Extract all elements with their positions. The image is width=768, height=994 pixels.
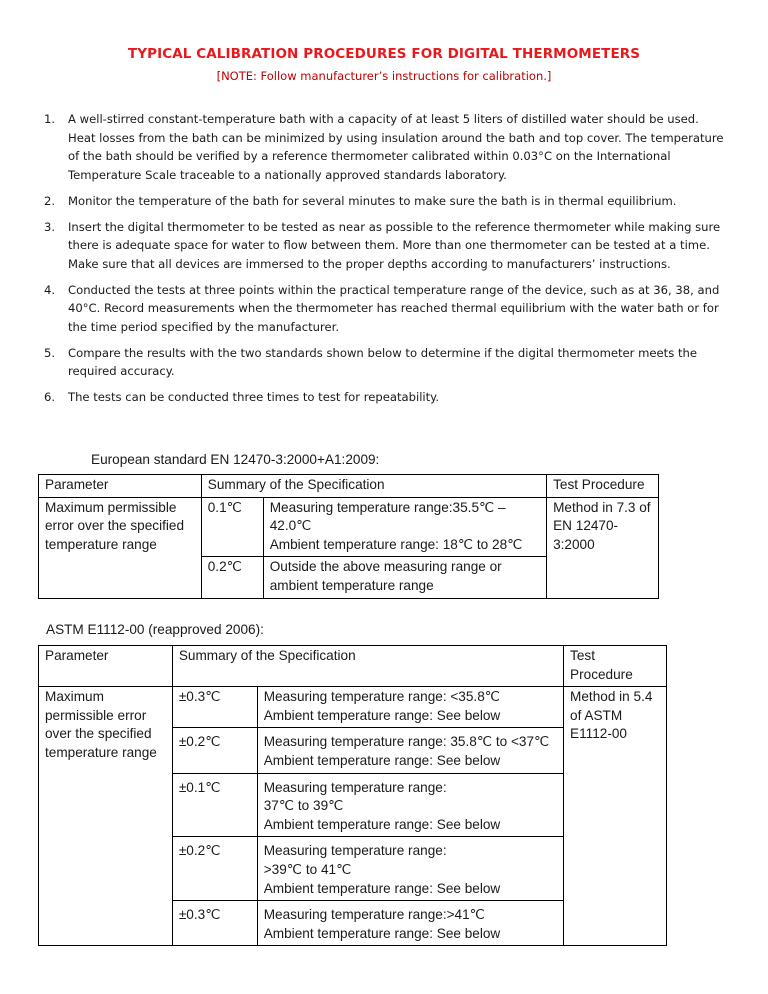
- tolerance-cell: 0.1℃: [201, 497, 263, 557]
- header-procedure: Test Procedure: [547, 475, 659, 498]
- note-text: [NOTE: Follow manufacturer’s instructions for calibration.]: [216, 69, 552, 83]
- procedure-list: [36, 110, 726, 414]
- spec-cell: [257, 837, 563, 901]
- tolerance-cell: ±0.3℃: [172, 687, 257, 728]
- spec-line: Ambient temperature range: 18℃ to 28℃: [269, 536, 523, 552]
- step-text: Conducted the tests at three points within the practical temperature range of the device, such as at 36, 38, and 40°C. Record measurements when the thermometer has reached thermal equilibrium with the water bath or for the time period specified by the manufacturer.: [68, 282, 720, 335]
- spec-line: ambient temperature range: [269, 577, 434, 593]
- astm-spec-table: [38, 645, 667, 946]
- list-item: 1. A well-stirred constant-temperature bath with a capacity of at least 5 liters of distilled water should be used. Heat losses from the bath can be minimized by using insulation around the bath and top cover. The temperature of the bath should be verified by a reference thermometer calibrated within 0.03°C on the International Temperature Scale traceable to a nationally approved standards laboratory.: [44, 112, 724, 183]
- parameter-cell: Maximum permissible error over the specified temperature range: [39, 687, 173, 946]
- spec-cell: [257, 687, 563, 728]
- eu-table-caption: European standard EN 12470-3:2000+A1:2009:: [91, 452, 380, 467]
- spec-line: 37℃ to 39℃: [263, 798, 344, 814]
- spec-line: Outside the above measuring range or: [269, 559, 502, 575]
- tolerance-cell: ±0.2℃: [172, 837, 257, 901]
- spec-line: Measuring temperature range:>41℃: [263, 907, 485, 923]
- parameter-cell: Maximum permissible error over the specified temperature range: [39, 497, 202, 598]
- list-item: 6. The tests can be conducted three times to test for repeatability.: [44, 390, 440, 405]
- spec-line: Measuring temperature range:35.5℃ –: [269, 499, 506, 515]
- spec-line: Ambient temperature range: See below: [263, 707, 501, 723]
- table-row: [39, 687, 667, 728]
- list-item: 3. Insert the digital thermometer to be tested as near as possible to the reference thermometer while making sure there is adequate space for water to flow between them. More than one thermometer can be tested at a time. Make sure that all devices are immersed to the proper depths according to manufacturers’ instructions.: [44, 219, 721, 271]
- step-text: Monitor the temperature of the bath for several minutes to make sure the bath is in thermal equilibrium.: [68, 193, 677, 208]
- header-summary: Summary of the Specification: [172, 646, 563, 687]
- spec-line: >39℃ to 41℃: [263, 861, 352, 877]
- header-procedure: Test Procedure: [564, 646, 667, 687]
- tolerance-cell: ±0.2℃: [172, 728, 257, 773]
- spec-line: 42.0℃: [269, 518, 312, 534]
- header-summary: Summary of the Specification: [201, 475, 546, 498]
- spec-cell: [257, 728, 563, 773]
- spec-line: Measuring temperature range:: [263, 843, 447, 859]
- procedure-cell: Method in 5.4 of ASTM E1112-00: [564, 687, 667, 946]
- spec-line: Ambient temperature range: See below: [263, 816, 501, 832]
- spec-cell: [263, 497, 546, 557]
- spec-line: Ambient temperature range: See below: [263, 880, 501, 896]
- table-header-row: [39, 475, 659, 498]
- tolerance-cell: ±0.3℃: [172, 901, 257, 946]
- step-text: The tests can be conducted three times to test for repeatability.: [68, 390, 440, 405]
- tolerance-cell: ±0.1℃: [172, 773, 257, 837]
- astm-table-caption: ASTM E1112-00 (reapproved 2006):: [46, 622, 264, 637]
- table-row: [39, 497, 659, 557]
- list-item: 2. Monitor the temperature of the bath for several minutes to make sure the bath is in thermal equilibrium.: [44, 193, 677, 208]
- step-text: Insert the digital thermometer to be tested as near as possible to the reference thermometer while making sure there is adequate space for water to flow between them. More than one thermometer can be tested at a time. Make sure that all devices are immersed to the proper depths according to manufacturers’ instructions.: [68, 219, 721, 271]
- step-text: A well-stirred constant-temperature bath with a capacity of at least 5 liters of distilled water should be used. Heat losses from the bath can be minimized by using insulation around the bath and top cover. The temperature of the bath should be verified by a reference thermometer calibrated within 0.03°C on the International Temperature Scale traceable to a nationally approved standards laboratory.: [68, 112, 724, 183]
- spec-cell: [257, 773, 563, 837]
- procedure-cell: Method in 7.3 of EN 12470-3:2000: [547, 497, 659, 598]
- spec-line: Measuring temperature range:: [263, 779, 447, 795]
- list-item: 4. Conducted the tests at three points within the practical temperature range of the device, such as at 36, 38, and 40°C. Record measurements when the thermometer has reached thermal equilibrium with the water bath or for the time period specified by the manufacturer.: [44, 282, 720, 335]
- table-header-row: [39, 646, 667, 687]
- step-text: Compare the results with the two standards shown below to determine if the digital thermometer meets the required accuracy.: [68, 345, 697, 379]
- list-item: 5. Compare the results with the two standards shown below to determine if the digital thermometer meets the required accuracy.: [44, 345, 697, 379]
- spec-cell: [257, 901, 563, 946]
- spec-line: Ambient temperature range: See below: [263, 925, 501, 941]
- eu-spec-table: [38, 474, 659, 599]
- header-parameter: Parameter: [39, 475, 202, 498]
- document-title: TYPICAL CALIBRATION PROCEDURES FOR DIGITAL THERMOMETERS: [127, 46, 641, 62]
- header-parameter: Parameter: [39, 646, 173, 687]
- tolerance-cell: 0.2℃: [201, 557, 263, 598]
- spec-line: Measuring temperature range: <35.8℃: [263, 689, 501, 705]
- spec-line: Ambient temperature range: See below: [263, 752, 501, 768]
- spec-line: Measuring temperature range: 35.8℃ to <37℃: [263, 734, 550, 750]
- spec-cell: [263, 557, 546, 598]
